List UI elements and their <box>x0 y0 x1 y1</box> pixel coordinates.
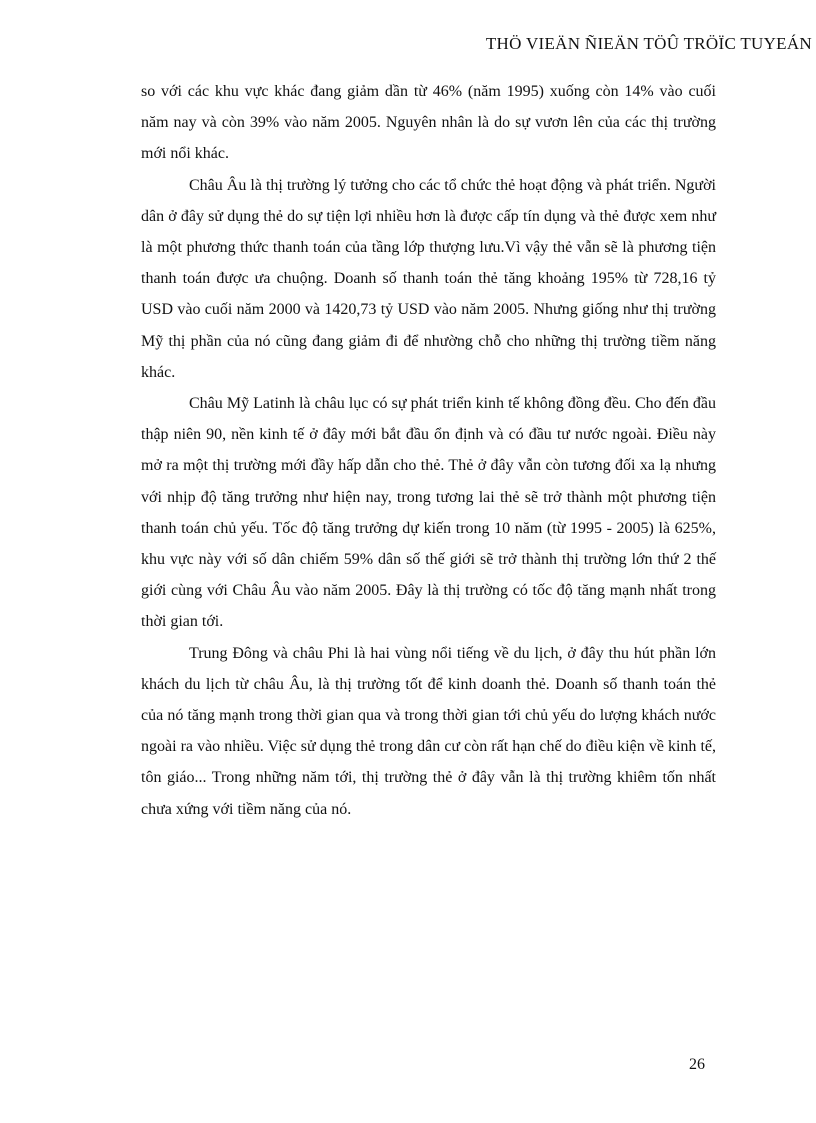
paragraph-middle-east-africa: Trung Đông và châu Phi là hai vùng nổi tiếng về du lịch, ở đây thu hút phần lớn khách du lịch từ châu Âu, là thị trường tốt để kinh doanh thẻ. Doanh số thanh toán thẻ của nó tăng mạnh trong thời gian qua và trong thời gian tới chủ yếu do lượng khách nước ngoài ra vào nhiều. Việc sử dụng thẻ trong dân cư còn rất hạn chế do điều kiện về kinh tế, tôn giáo... Trong những năm tới, thị trường thẻ ở đây vẫn là thị trường khiêm tốn nhất chưa xứng với tiềm năng của nó. <box>141 644 716 818</box>
paragraph-continuation: so với các khu vực khác đang giảm dần từ 46% (năm 1995) xuống còn 14% vào cuối năm nay và còn 39% vào năm 2005. Nguyên nhân là do sự vươn lên của các thị trường mới nổi khác. <box>141 83 716 163</box>
paragraph-latin-america: Châu Mỹ Latinh là châu lục có sự phát triển kinh tế không đồng đều. Cho đến đầu thập niên 90, nền kinh tế ở đây mới bắt đầu ổn định và có đầu tư nước ngoài. Điều này mở ra một thị trường mới đầy hấp dẫn cho thẻ. Thẻ ở đây vẫn còn tương đối xa lạ nhưng với nhịp độ tăng trưởng như hiện nay, trong tương lai thẻ sẽ trở thành một phương tiện thanh toán chủ yếu. Tốc độ tăng trưởng dự kiến trong 10 năm (từ 1995 - 2005) là 625%, khu vực này với số dân chiếm 59% dân số thế giới sẽ trở thành thị trường lớn thứ 2 thế giới cùng với Châu Âu vào năm 2005. Đây là thị trường có tốc độ tăng mạnh nhất trong thời gian tới. <box>141 395 716 631</box>
running-header: THÖ VIEÄN ÑIEÄN TÖÛ TRÖÏC TUYEÁN <box>485 34 812 53</box>
body-text <box>141 76 716 825</box>
page-number: 26 <box>689 1056 705 1073</box>
paragraph-europe: Châu Âu là thị trường lý tưởng cho các tổ chức thẻ hoạt động và phát triển. Người dân ở đây sử dụng thẻ do sự tiện lợi nhiều hơn là được cấp tín dụng và thẻ được xem như là một phương thức thanh toán của tầng lớp thượng lưu.Vì vậy thẻ vẫn sẽ là phương tiện thanh toán được ưa chuộng. Doanh số thanh toán thẻ tăng khoảng 195% từ 728,16 tỷ USD vào cuối năm 2000 và 1420,73 tỷ USD vào năm 2005. Nhưng giống như thị trường Mỹ thị phần của nó cũng đang giảm đi để nhường chỗ cho những thị trường tiềm năng khác. <box>141 176 716 381</box>
